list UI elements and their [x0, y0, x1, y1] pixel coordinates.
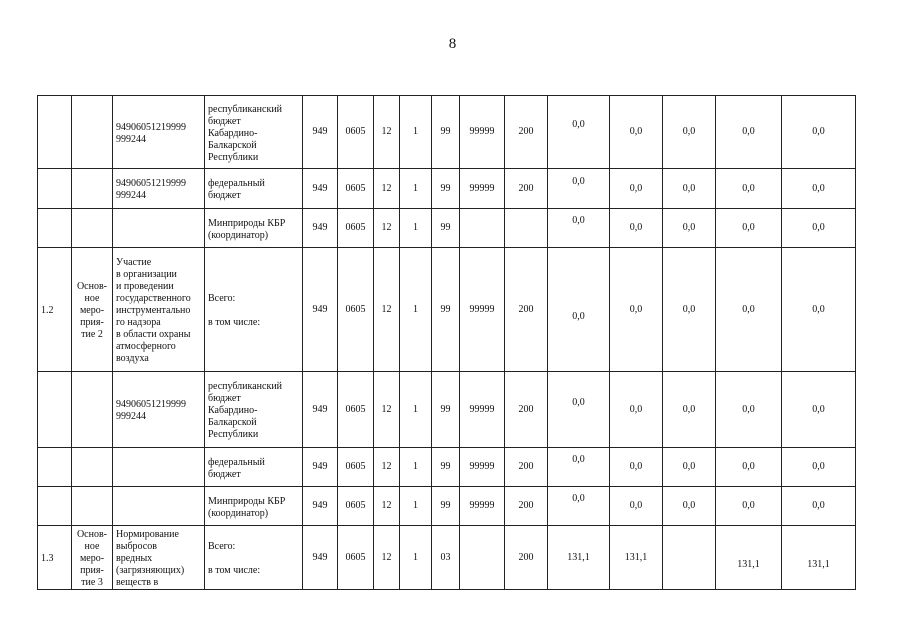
section-code — [338, 209, 374, 248]
value-year-1 — [548, 448, 610, 487]
event-name — [113, 448, 205, 487]
subprogram-code-text: 1 — [413, 551, 418, 563]
direction-code — [460, 248, 505, 372]
subprogram-code — [400, 448, 432, 487]
value-year-2-text: 131,1 — [624, 551, 648, 563]
section-code-text: 0605 — [345, 303, 366, 315]
page-number: 8 — [448, 36, 457, 52]
value-year-3 — [663, 448, 716, 487]
value-year-1 — [548, 248, 610, 372]
value-year-1-text: 0,0 — [572, 119, 585, 130]
table-row — [38, 96, 856, 169]
event-label — [72, 372, 113, 448]
value-year-5 — [782, 96, 856, 169]
direction-code — [460, 448, 505, 487]
value-year-2 — [610, 372, 663, 448]
grbs-code — [303, 209, 338, 248]
program-code — [374, 96, 400, 169]
value-year-1 — [548, 96, 610, 169]
value-year-4-text: 0,0 — [742, 126, 755, 137]
value-year-3 — [663, 487, 716, 526]
expense-type-code — [505, 448, 548, 487]
value-year-5 — [782, 169, 856, 209]
grbs-code-text: 949 — [312, 461, 328, 472]
value-year-4 — [716, 372, 782, 448]
event-label — [72, 96, 113, 169]
expense-type-code — [505, 96, 548, 169]
expense-type-code-text: 200 — [518, 461, 534, 472]
event-code — [432, 248, 460, 372]
value-year-2-text: 0,0 — [629, 126, 643, 137]
value-year-1 — [548, 487, 610, 526]
grbs-code — [303, 96, 338, 169]
grbs-code-text: 949 — [312, 126, 328, 137]
value-year-3-text: 0,0 — [682, 500, 696, 511]
direction-code — [460, 526, 505, 590]
event-name — [113, 248, 205, 372]
section-code — [338, 372, 374, 448]
grbs-code-text: 949 — [312, 500, 328, 511]
grbs-code — [303, 526, 338, 590]
event-name-text: Участие в организации и проведении государственного инструментально го надзора в области охраны атмосферного воздуха — [116, 257, 191, 364]
value-year-2 — [610, 209, 663, 248]
funding-source — [205, 96, 303, 169]
event-label-text: Основ- ное меро- прия- тие 2 — [76, 281, 108, 340]
funding-source — [205, 372, 303, 448]
event-code-text: 99 — [440, 126, 451, 137]
event-code-text: 99 — [440, 222, 451, 233]
item-number-text: 1.3 — [41, 553, 54, 564]
expense-type-code — [505, 169, 548, 209]
subprogram-code-text: 1 — [413, 182, 418, 194]
subprogram-code — [400, 526, 432, 590]
section-code-text: 0605 — [345, 126, 366, 137]
item-number — [38, 487, 72, 526]
event-code-text: 99 — [440, 500, 451, 511]
funding-source-text: республиканский бюджет Кабардино- Балкарской Республики — [208, 103, 283, 163]
event-code — [432, 487, 460, 526]
section-code — [338, 96, 374, 169]
expense-type-code-text: 200 — [518, 500, 534, 511]
program-code-text: 12 — [381, 303, 392, 315]
value-year-3 — [663, 169, 716, 209]
value-year-2 — [610, 526, 663, 590]
value-year-4-text: 0,0 — [742, 182, 755, 194]
funding-source-text: Всего: в том числе: — [208, 293, 261, 328]
value-year-1-text: 0,0 — [572, 310, 585, 322]
table-row — [38, 209, 856, 248]
item-number — [38, 169, 72, 209]
expense-type-code-text: 200 — [518, 551, 534, 563]
event-label-text: Основ- ное меро- прия- тие 3 — [76, 529, 108, 588]
grbs-code — [303, 448, 338, 487]
direction-code-text: 99999 — [469, 403, 495, 415]
direction-code-text: 99999 — [469, 500, 495, 511]
expense-type-code-text: 200 — [518, 182, 534, 194]
value-year-5 — [782, 209, 856, 248]
expense-type-code — [505, 372, 548, 448]
subprogram-code-text: 1 — [413, 403, 418, 415]
event-code — [432, 448, 460, 487]
event-code-text: 99 — [440, 461, 451, 472]
event-name — [113, 526, 205, 590]
item-number-text: 1.2 — [41, 305, 54, 316]
event-label — [72, 487, 113, 526]
event-name-text: Нормирование выбросов вредных (загрязняющих) веществ в — [116, 529, 185, 588]
value-year-5-text: 0,0 — [812, 500, 825, 511]
program-code — [374, 526, 400, 590]
funding-source-text: Минприроды КБР (координатор) — [208, 495, 286, 519]
item-number — [38, 372, 72, 448]
event-code — [432, 372, 460, 448]
event-name-text: 94906051219999 999244 — [116, 121, 186, 145]
value-year-1 — [548, 209, 610, 248]
grbs-code-text: 949 — [312, 303, 328, 315]
direction-code — [460, 372, 505, 448]
program-code-text: 12 — [381, 222, 392, 233]
value-year-5-text: 0,0 — [812, 403, 825, 415]
subprogram-code — [400, 169, 432, 209]
value-year-3-text: 0,0 — [682, 303, 696, 315]
direction-code-text: 99999 — [469, 182, 495, 194]
subprogram-code-text: 1 — [413, 303, 418, 315]
value-year-3-text: 0,0 — [682, 126, 696, 137]
section-code — [338, 487, 374, 526]
value-year-4 — [716, 96, 782, 169]
grbs-code — [303, 487, 338, 526]
value-year-4 — [716, 487, 782, 526]
program-code — [374, 487, 400, 526]
section-code-text: 0605 — [345, 403, 366, 415]
funding-source — [205, 526, 303, 590]
value-year-1-text: 0,0 — [572, 396, 585, 408]
value-year-1 — [548, 169, 610, 209]
program-code-text: 12 — [381, 182, 392, 194]
event-name — [113, 372, 205, 448]
value-year-2-text: 0,0 — [629, 303, 643, 315]
grbs-code — [303, 169, 338, 209]
value-year-4 — [716, 209, 782, 248]
program-code — [374, 209, 400, 248]
value-year-3-text: 0,0 — [682, 222, 696, 233]
program-code-text: 12 — [381, 461, 392, 472]
funding-source — [205, 487, 303, 526]
value-year-4 — [716, 448, 782, 487]
expense-type-code — [505, 526, 548, 590]
direction-code-text: 99999 — [469, 303, 495, 315]
subprogram-code — [400, 487, 432, 526]
value-year-4-text: 0,0 — [742, 222, 755, 233]
value-year-1-text: 0,0 — [572, 175, 585, 187]
value-year-3 — [663, 96, 716, 169]
event-code — [432, 96, 460, 169]
funding-source-text: Всего: в том числе: — [208, 541, 261, 576]
subprogram-code — [400, 96, 432, 169]
direction-code — [460, 487, 505, 526]
program-code-text: 12 — [381, 126, 392, 137]
value-year-1-text: 0,0 — [572, 454, 585, 465]
value-year-5-text: 0,0 — [812, 126, 825, 137]
value-year-2 — [610, 169, 663, 209]
value-year-2-text: 0,0 — [629, 500, 643, 511]
expense-type-code-text: 200 — [518, 403, 534, 415]
item-number — [38, 96, 72, 169]
value-year-4-text: 0,0 — [742, 303, 755, 315]
section-code — [338, 248, 374, 372]
value-year-2 — [610, 248, 663, 372]
item-number — [38, 248, 72, 372]
funding-source-text: республиканский бюджет Кабардино- Балкарской Республики — [208, 381, 283, 440]
value-year-3-text: 0,0 — [682, 461, 696, 472]
value-year-1-text: 0,0 — [572, 493, 585, 504]
value-year-2 — [610, 96, 663, 169]
value-year-5 — [782, 487, 856, 526]
value-year-3-text: 0,0 — [682, 403, 696, 415]
grbs-code — [303, 372, 338, 448]
expense-type-code — [505, 248, 548, 372]
funding-source-text: федеральный бюджет — [208, 456, 265, 480]
table-row — [38, 487, 856, 526]
event-code — [432, 209, 460, 248]
direction-code-text: 99999 — [469, 461, 495, 472]
grbs-code-text: 949 — [312, 551, 328, 563]
item-number — [38, 448, 72, 487]
value-year-5 — [782, 372, 856, 448]
funding-source — [205, 248, 303, 372]
event-name — [113, 209, 205, 248]
subprogram-code — [400, 372, 432, 448]
value-year-2 — [610, 448, 663, 487]
direction-code — [460, 169, 505, 209]
value-year-2-text: 0,0 — [629, 182, 643, 194]
section-code — [338, 526, 374, 590]
program-code — [374, 169, 400, 209]
grbs-code-text: 949 — [312, 403, 328, 415]
expense-type-code-text: 200 — [518, 126, 534, 137]
section-code-text: 0605 — [345, 222, 366, 233]
table-row — [38, 169, 856, 209]
funding-source — [205, 169, 303, 209]
item-number — [38, 526, 72, 590]
value-year-2 — [610, 487, 663, 526]
value-year-4-text: 0,0 — [742, 403, 755, 415]
event-label — [72, 448, 113, 487]
event-code-text: 03 — [440, 551, 451, 563]
subprogram-code — [400, 248, 432, 372]
event-name — [113, 96, 205, 169]
grbs-code-text: 949 — [312, 182, 328, 194]
event-code-text: 99 — [440, 303, 451, 315]
funding-source-text: Минприроды КБР (координатор) — [208, 217, 286, 241]
value-year-5 — [782, 526, 856, 590]
event-label — [72, 209, 113, 248]
program-code-text: 12 — [381, 403, 392, 415]
direction-code — [460, 209, 505, 248]
funding-source-text: федеральный бюджет — [208, 178, 265, 201]
event-name-text: 94906051219999 999244 — [116, 178, 186, 201]
value-year-4 — [716, 169, 782, 209]
event-name — [113, 169, 205, 209]
subprogram-code — [400, 209, 432, 248]
value-year-4 — [716, 526, 782, 590]
value-year-3 — [663, 526, 716, 590]
subprogram-code-text: 1 — [413, 126, 418, 137]
event-label — [72, 169, 113, 209]
event-code-text: 99 — [440, 182, 451, 194]
section-code-text: 0605 — [345, 182, 366, 194]
value-year-2-text: 0,0 — [629, 403, 643, 415]
subprogram-code-text: 1 — [413, 500, 418, 511]
section-code-text: 0605 — [345, 461, 366, 472]
value-year-4-text: 0,0 — [742, 500, 755, 511]
table-row — [38, 248, 856, 372]
item-number — [38, 209, 72, 248]
value-year-2-text: 0,0 — [629, 222, 643, 233]
value-year-1 — [548, 372, 610, 448]
program-code-text: 12 — [381, 500, 392, 511]
funding-source — [205, 448, 303, 487]
direction-code-text: 99999 — [469, 126, 495, 137]
grbs-code — [303, 248, 338, 372]
subprogram-code-text: 1 — [413, 461, 418, 472]
table-row — [38, 526, 856, 590]
value-year-4-text: 131,1 — [737, 558, 760, 570]
subprogram-code-text: 1 — [413, 222, 418, 233]
program-code-text: 12 — [381, 551, 392, 563]
value-year-1-text: 131,1 — [567, 551, 590, 563]
value-year-3 — [663, 248, 716, 372]
program-code — [374, 448, 400, 487]
value-year-5-text: 0,0 — [812, 303, 825, 315]
section-code — [338, 448, 374, 487]
expense-type-code — [505, 209, 548, 248]
event-label — [72, 526, 113, 590]
budget-table — [37, 95, 856, 590]
value-year-3 — [663, 209, 716, 248]
value-year-4-text: 0,0 — [742, 461, 755, 472]
section-code-text: 0605 — [345, 551, 366, 563]
direction-code — [460, 96, 505, 169]
value-year-3-text: 0,0 — [682, 182, 696, 194]
table-row — [38, 448, 856, 487]
event-label — [72, 248, 113, 372]
event-code-text: 99 — [440, 403, 451, 415]
section-code-text: 0605 — [345, 500, 366, 511]
program-code — [374, 248, 400, 372]
section-code — [338, 169, 374, 209]
grbs-code-text: 949 — [312, 222, 328, 233]
event-name — [113, 487, 205, 526]
value-year-5 — [782, 248, 856, 372]
event-code — [432, 169, 460, 209]
value-year-5-text: 0,0 — [812, 222, 825, 233]
program-code — [374, 372, 400, 448]
value-year-5-text: 131,1 — [807, 558, 830, 570]
value-year-3 — [663, 372, 716, 448]
value-year-4 — [716, 248, 782, 372]
funding-source — [205, 209, 303, 248]
table-row — [38, 372, 856, 448]
event-name-text: 94906051219999 999244 — [116, 399, 186, 422]
expense-type-code — [505, 487, 548, 526]
value-year-1 — [548, 526, 610, 590]
value-year-5-text: 0,0 — [812, 461, 825, 472]
value-year-2-text: 0,0 — [629, 461, 643, 472]
event-code — [432, 526, 460, 590]
value-year-5-text: 0,0 — [812, 182, 825, 194]
expense-type-code-text: 200 — [518, 303, 534, 315]
value-year-1-text: 0,0 — [572, 215, 585, 226]
value-year-5 — [782, 448, 856, 487]
